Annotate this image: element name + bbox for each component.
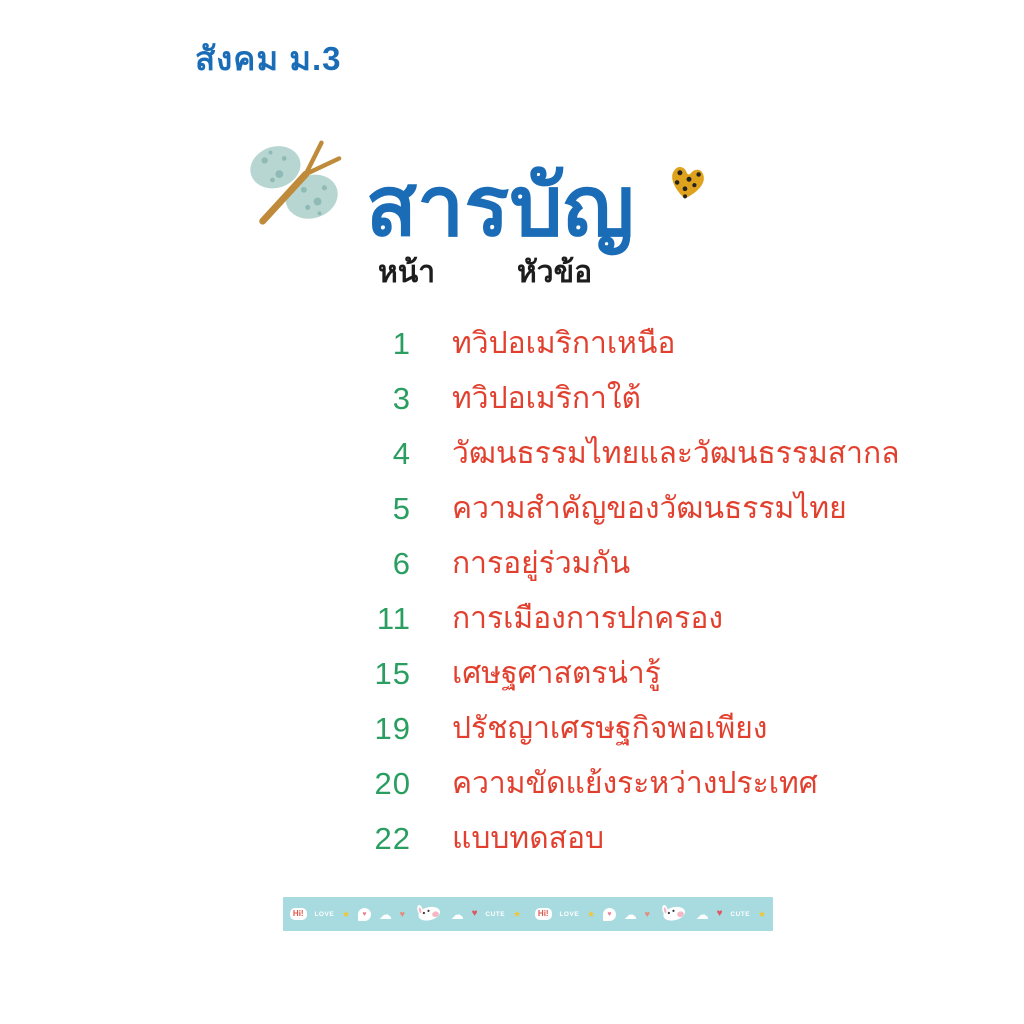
star-icon: ★ [342, 908, 351, 919]
love-label: LOVE [559, 910, 580, 918]
toc-row [340, 426, 900, 481]
toc-topic: ทวิปอเมริกาใต้ [452, 382, 641, 415]
toc-page-number: 22 [374, 820, 411, 856]
toc-page-number: 11 [376, 600, 411, 636]
toc-topic: ความขัดแย้งระหว่างประเทศ [452, 767, 818, 800]
heart-speech-bubble-icon: ♥ [358, 908, 371, 921]
tape-pattern [528, 897, 773, 931]
heart-speech-bubble-icon: ♥ [603, 908, 616, 921]
hi-speech-bubble: Hi! [290, 908, 307, 920]
column-header-page: หน้า [378, 256, 436, 289]
pink-heart-icon: ♥ [644, 908, 651, 919]
red-heart-icon: ♥ [471, 908, 478, 919]
star-icon: ★ [587, 908, 596, 919]
toc-topic: ความสำคัญของวัฒนธรรมไทย [452, 492, 847, 525]
toc-page-number: 6 [392, 545, 411, 581]
toc-page-number: 1 [392, 325, 411, 361]
cloud-icon: ☁ [450, 906, 464, 922]
page-title: สารบัญ [365, 159, 635, 253]
cloud-icon: ☁ [623, 906, 637, 922]
toc-topic: การเมืองการปกครอง [452, 602, 723, 635]
toc-row [340, 371, 860, 426]
table-of-contents [340, 316, 900, 866]
toc-topic: แบบทดสอบ [452, 822, 605, 855]
hi-speech-bubble: Hi! [535, 908, 552, 920]
toc-row [340, 316, 860, 371]
cute-label: CUTE [730, 910, 751, 918]
toc-row [340, 481, 860, 536]
cloud-icon: ☁ [695, 906, 709, 922]
cloud-icon: ☁ [378, 906, 392, 922]
toc-topic: เศษฐศาสตรน่ารู้ [452, 657, 661, 690]
bunny-icon [413, 901, 443, 928]
toc-row [340, 811, 860, 866]
toc-row [340, 646, 860, 701]
course-label: สังคม ม.3 [195, 40, 342, 77]
toc-row [340, 756, 860, 811]
toc-page-number: 5 [392, 490, 411, 526]
red-heart-icon: ♥ [716, 908, 723, 919]
toc-row [340, 701, 860, 756]
star-icon: ★ [757, 908, 767, 919]
star-icon: ★ [512, 908, 522, 919]
column-header-topic: หัวข้อ [517, 256, 593, 289]
love-label: LOVE [314, 910, 335, 918]
toc-topic: การอยู่ร่วมกัน [452, 547, 631, 580]
toc-page-number: 20 [374, 765, 411, 801]
pink-heart-icon: ♥ [399, 908, 406, 919]
butterfly-icon [247, 131, 345, 234]
toc-topic: วัฒนธรรมไทยและวัฒนธรรมสากล [452, 437, 900, 470]
toc-topic: ปรัชญาเศรษฐกิจพอเพียง [452, 712, 768, 745]
tape-pattern [283, 897, 528, 931]
toc-topic: ทวิปอเมริกาเหนือ [452, 327, 676, 360]
toc-page-number: 19 [374, 710, 411, 746]
washi-tape-strip [283, 897, 773, 931]
bunny-icon [658, 901, 688, 928]
toc-row [340, 591, 860, 646]
cute-label: CUTE [485, 910, 506, 918]
toc-row [340, 536, 860, 591]
heart-sticker-icon [662, 157, 712, 216]
toc-page-number: 4 [392, 435, 411, 471]
toc-page-number: 3 [392, 380, 411, 416]
toc-page-number: 15 [374, 655, 411, 691]
